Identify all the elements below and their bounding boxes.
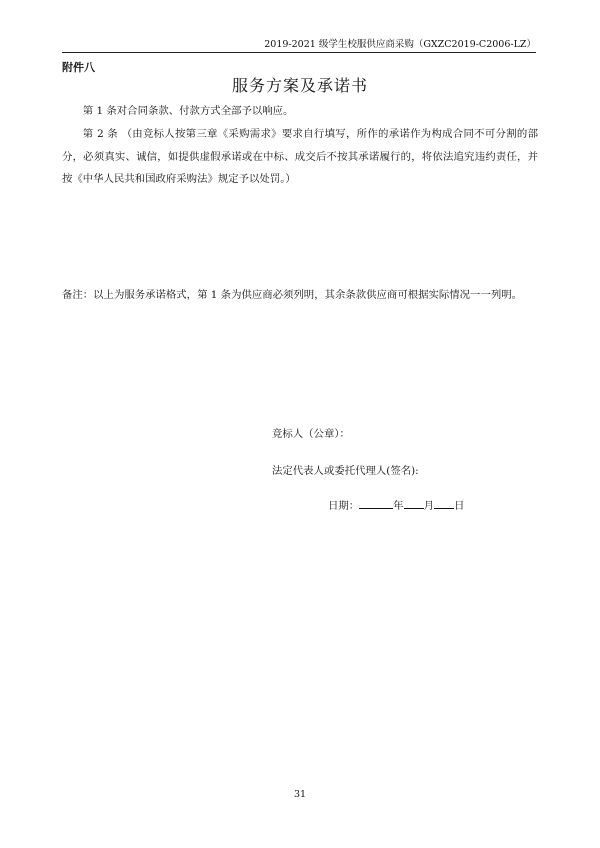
- annex-label: 附件八: [62, 61, 95, 74]
- day-label: 日: [453, 500, 465, 512]
- date-line: [328, 496, 464, 515]
- remark-note: 备注：以上为服务承诺格式，第 1 条为供应商必须列明，其余条款供应商可根据实际情况一一列明。: [62, 289, 523, 301]
- clause-1: 第 1 条对合同条款、付款方式全部予以响应。: [82, 105, 294, 117]
- date-label: 日期：: [328, 500, 360, 512]
- representative-signature-label: 法定代表人或委托代理人(签名):: [272, 465, 419, 477]
- page-header: 2019-2021 级学生校服供应商采购（GXZC2019-C2006-LZ）: [62, 38, 536, 53]
- month-blank: [404, 496, 424, 509]
- month-label: 月: [423, 500, 434, 512]
- document-title: 服务方案及承诺书: [231, 76, 368, 95]
- clause-2: 第 2 条 （由竞标人按第三章《采购需求》要求自行填写，所作的承诺作为构成合同不可分割的部分，必须真实、诚信，如提供虚假承诺或在中标、成交后不按其承诺履行的，将依法追究违约责任，并按《中华人民共和国政府采购法》规定予以处罚。）: [62, 128, 538, 185]
- bidder-seal-line: [272, 425, 350, 443]
- year-blank: [359, 496, 393, 509]
- page-number: 31: [293, 789, 307, 800]
- representative-signature-line: [272, 462, 419, 480]
- year-label: 年: [393, 500, 404, 512]
- bidder-seal-label: 竞标人（公章）：: [272, 428, 350, 440]
- day-blank: [434, 496, 454, 509]
